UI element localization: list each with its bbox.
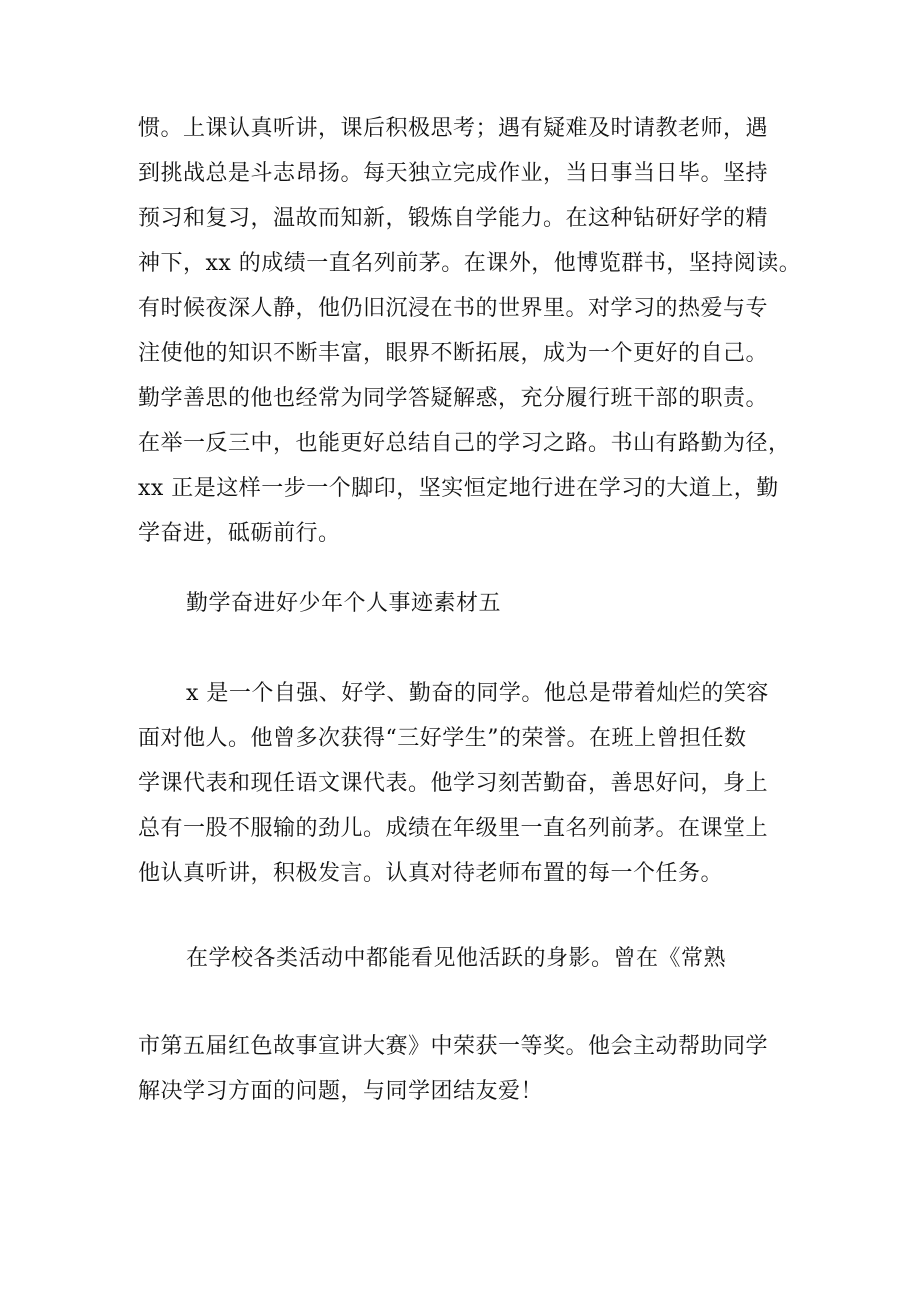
text-line: 他认真听讲，积极发言。认真对待老师布置的每一个任务。 <box>138 861 724 886</box>
text-line: 有时候夜深人静，他仍旧沉浸在书的世界里。对学习的热爱与专 <box>138 296 769 321</box>
text-line: 面对他人。他曾多次获得“三好学生”的荣誉。在班上曾担任数 <box>138 726 747 751</box>
text-line: 在举一反三中，也能更好总结自己的学习之路。书山有路勤为径， <box>138 431 791 456</box>
text-line: 神下，xx 的成绩一直名列前茅。在课外，他博览群书，坚持阅读。 <box>138 251 802 276</box>
text-line: 勤学善思的他也经常为同学答疑解惑，充分履行班干部的职责。 <box>138 386 769 411</box>
text-line: 学奋进，砥砺前行。 <box>138 521 341 546</box>
text-line: x 是一个自强、好学、勤奋的同学。他总是带着灿烂的笑容 <box>186 681 769 706</box>
text-line: 注使他的知识不断丰富，眼界不断拓展，成为一个更好的自己。 <box>138 341 769 366</box>
section-heading: 勤学奋进好少年个人事迹素材五 <box>186 591 502 616</box>
text-line: 预习和复习，温故而知新，锻炼自学能力。在这种钻研好学的精 <box>138 206 769 231</box>
text-line: 市第五届红色故事宣讲大赛》中荣获一等奖。他会主动帮助同学 <box>138 1034 769 1059</box>
text-line: xx 正是这样一步一个脚印，坚实恒定地行进在学习的大道上，勤 <box>138 476 779 501</box>
text-line: 解决学习方面的问题，与同学团结友爱！ <box>138 1079 544 1104</box>
text-line: 到挑战总是斗志昂扬。每天独立完成作业，当日事当日毕。坚持 <box>138 161 769 186</box>
text-line: 学课代表和现任语文课代表。他学习刻苦勤奋，善思好问，身上 <box>138 771 769 796</box>
text-line: 总有一股不服输的劲儿。成绩在年级里一直名列前茅。在课堂上 <box>138 816 769 841</box>
text-line: 惯。上课认真听讲，课后积极思考；遇有疑难及时请教老师，遇 <box>138 116 769 141</box>
paragraph-3: 在学校各类活动中都能看见他活跃的身影。曾在《常熟 <box>186 946 727 971</box>
